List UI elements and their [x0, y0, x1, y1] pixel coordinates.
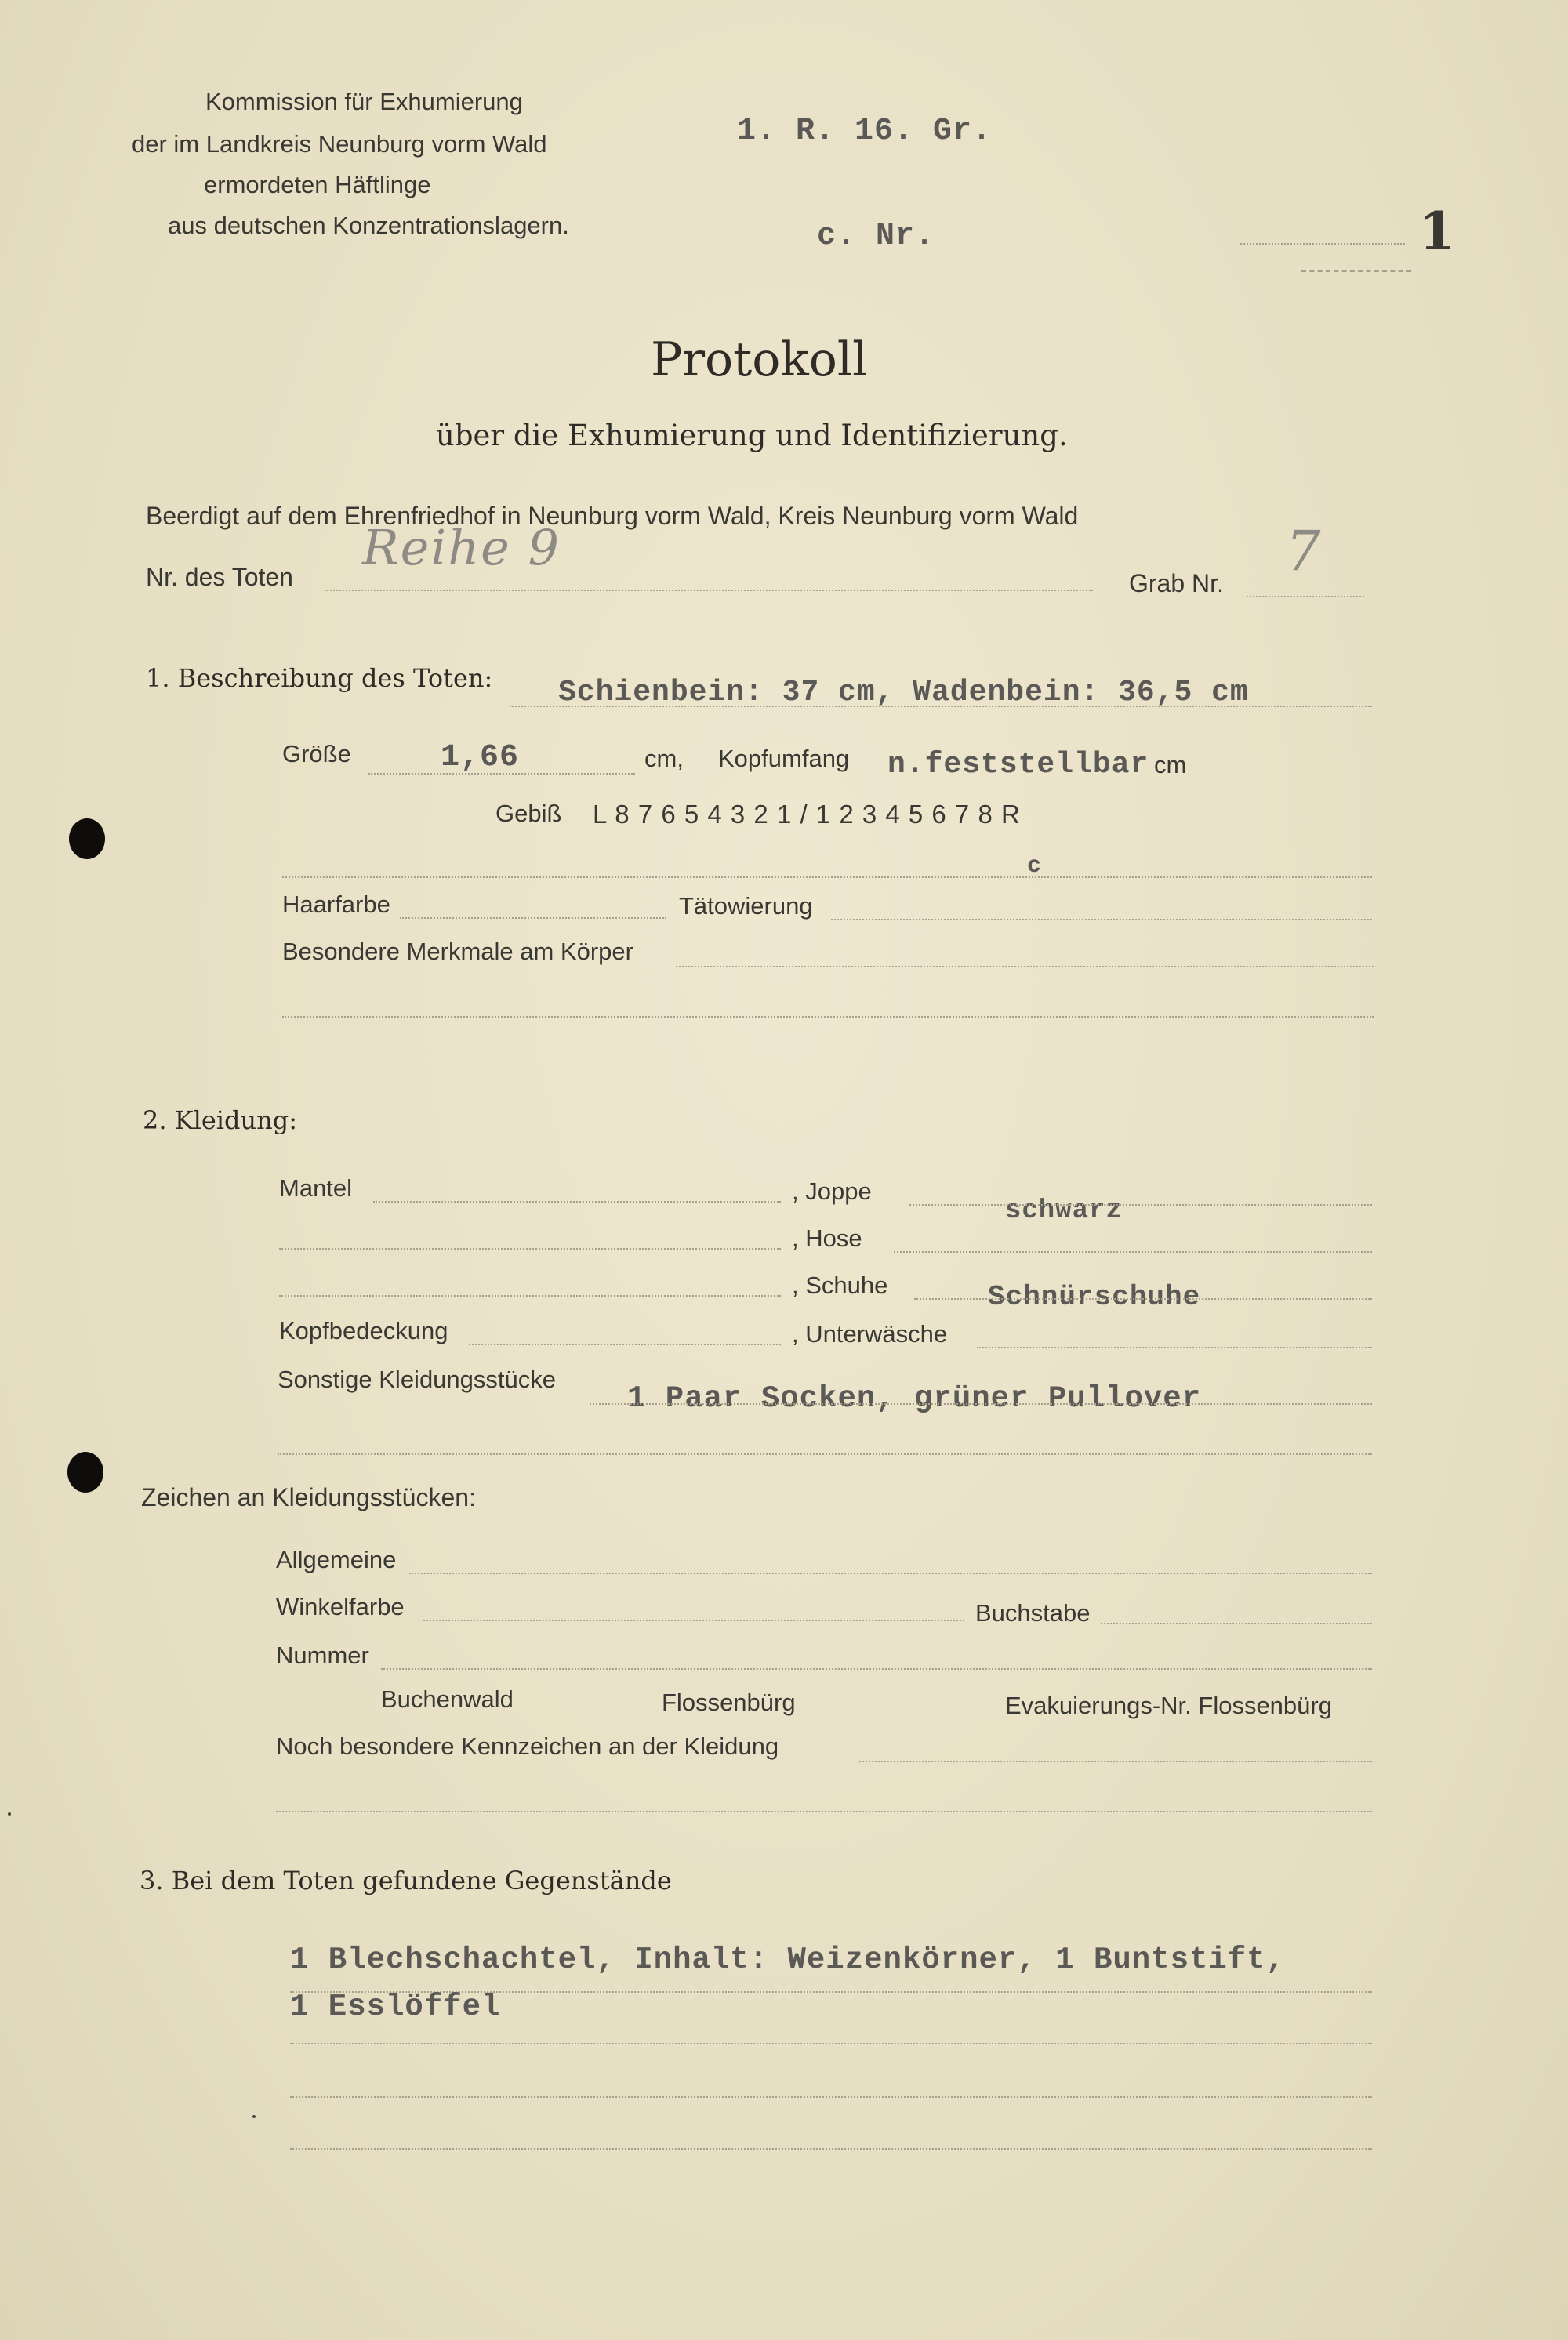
- buchstabe-label: Buchstabe: [975, 1599, 1091, 1627]
- section-3-heading: 3. Bei dem Toten gefundene Gegenstände: [140, 1866, 672, 1896]
- punch-hole-top: [69, 818, 105, 859]
- commission-line-3: ermordeten Häftlinge: [204, 171, 431, 198]
- section-1-heading: 1. Beschreibung des Toten:: [146, 663, 493, 693]
- grab-value: 7: [1286, 519, 1323, 583]
- hose-label: , Hose: [792, 1224, 862, 1252]
- commission-line-2: der im Landkreis Neunburg vorm Wald: [132, 130, 547, 158]
- gebiss-value: L 8 7 6 5 4 3 2 1 / 1 2 3 4 5 6 7 8 R: [593, 800, 1021, 829]
- ink-speck: [8, 1812, 11, 1816]
- page-number: 1: [1419, 201, 1455, 262]
- description-line: [510, 706, 1372, 707]
- sonstige-line: [590, 1403, 1372, 1405]
- merkmale-label: Besondere Merkmale am Körper: [282, 938, 633, 965]
- punch-hole-bottom: [67, 1452, 103, 1493]
- sonstige-line-2: [278, 1453, 1372, 1455]
- items-rule-3: [290, 2096, 1372, 2098]
- commission-line-4: aus deutschen Konzentrationslagern.: [168, 212, 569, 239]
- items-line-1: 1 Blechschachtel, Inhalt: Weizenkörner, 1 Buntstift,: [290, 1943, 1285, 1977]
- haarfarbe-line: [400, 917, 666, 919]
- mantel-line: [373, 1201, 781, 1203]
- kopfumfang-label: Kopfumfang: [718, 745, 850, 772]
- kennzeichen-line-2: [276, 1811, 1372, 1812]
- burial-location: Beerdigt auf dem Ehrenfriedhof in Neunburg vorm Wald, Kreis Neunburg vorm Wald: [146, 502, 1079, 530]
- kopfumfang-unit: cm: [1154, 751, 1187, 778]
- buchstabe-line: [1101, 1623, 1372, 1624]
- gebiss-line: [282, 876, 1372, 878]
- ink-speck: [252, 2115, 256, 2118]
- document-title: Protokoll: [651, 332, 868, 387]
- cm-label: cm,: [644, 745, 684, 772]
- document-subtitle: über die Exhumierung und Identifizierung.: [436, 419, 1068, 452]
- schuhe-label: , Schuhe: [792, 1272, 888, 1299]
- bone-measurements: Schienbein: 37 cm, Wadenbein: 36,5 cm: [558, 676, 1249, 709]
- haarfarbe-label: Haarfarbe: [282, 891, 390, 918]
- kennzeichen-label: Noch besondere Kennzeichen an der Kleidung: [276, 1732, 779, 1760]
- allgemeine-label: Allgemeine: [276, 1546, 397, 1573]
- buchenwald-label: Buchenwald: [381, 1685, 514, 1713]
- unterwaesche-line: [977, 1347, 1372, 1348]
- page-number-line: [1240, 243, 1405, 245]
- evakuierung-label: Evakuierungs-Nr. Flossenbürg: [1005, 1692, 1332, 1719]
- grab-label: Grab Nr.: [1129, 569, 1224, 597]
- winkelfarbe-line: [423, 1620, 964, 1621]
- grab-line: [1247, 596, 1364, 597]
- unterwaesche-label: , Unterwäsche: [792, 1320, 948, 1348]
- kopfbedeckung-label: Kopfbedeckung: [279, 1317, 448, 1344]
- items-line-2: 1 Esslöffel: [290, 1990, 501, 2024]
- zeichen-heading: Zeichen an Kleidungsstücken:: [141, 1483, 476, 1511]
- commission-line-1: Kommission für Exhumierung: [205, 88, 523, 115]
- flossenbuerg-label: Flossenbürg: [662, 1689, 796, 1716]
- kopfumfang-value: n.feststellbar: [887, 748, 1149, 782]
- toten-label: Nr. des Toten: [146, 563, 293, 591]
- reference-group: 1. R. 16. Gr.: [737, 114, 993, 149]
- winkelfarbe-label: Winkelfarbe: [276, 1593, 405, 1620]
- mantel-label: Mantel: [279, 1174, 353, 1202]
- page-number-underline: [1301, 270, 1411, 272]
- section-2-heading: 2. Kleidung:: [143, 1105, 297, 1135]
- kennzeichen-line: [859, 1761, 1372, 1762]
- nummer-line: [381, 1668, 1372, 1670]
- schuhe-value: Schnürschuhe: [988, 1281, 1201, 1313]
- joppe-label: , Joppe: [792, 1177, 872, 1205]
- joppe-value: schwarz: [1005, 1196, 1123, 1226]
- joppe-line: [909, 1204, 1372, 1206]
- sonstige-value: 1 Paar Socken, grüner Pullover: [627, 1381, 1202, 1416]
- gebiss-label: Gebiß: [495, 800, 562, 827]
- groesse-value: 1,66: [441, 740, 520, 775]
- items-rule-2: [290, 2043, 1372, 2044]
- items-rule-4: [290, 2148, 1372, 2150]
- sonstige-label: Sonstige Kleidungsstücke: [278, 1366, 557, 1393]
- groesse-line: [368, 773, 635, 775]
- hose-left-line: [279, 1248, 781, 1250]
- taetowierung-label: Tätowierung: [679, 892, 813, 920]
- allgemeine-line: [409, 1573, 1372, 1574]
- nummer-label: Nummer: [276, 1642, 369, 1669]
- schuhe-line: [914, 1298, 1372, 1300]
- merkmale-line: [676, 966, 1374, 967]
- toten-line: [325, 590, 1093, 591]
- reference-number: c. Nr.: [817, 219, 935, 254]
- hose-line: [894, 1251, 1372, 1253]
- merkmale-line-2: [282, 1016, 1374, 1018]
- groesse-label: Größe: [282, 740, 351, 767]
- toten-value: Reihe 9: [362, 519, 561, 576]
- schuhe-left-line: [279, 1295, 781, 1297]
- taetowierung-line: [831, 919, 1372, 920]
- kopfbedeckung-line: [469, 1344, 781, 1345]
- gebiss-mark: c: [1027, 853, 1043, 880]
